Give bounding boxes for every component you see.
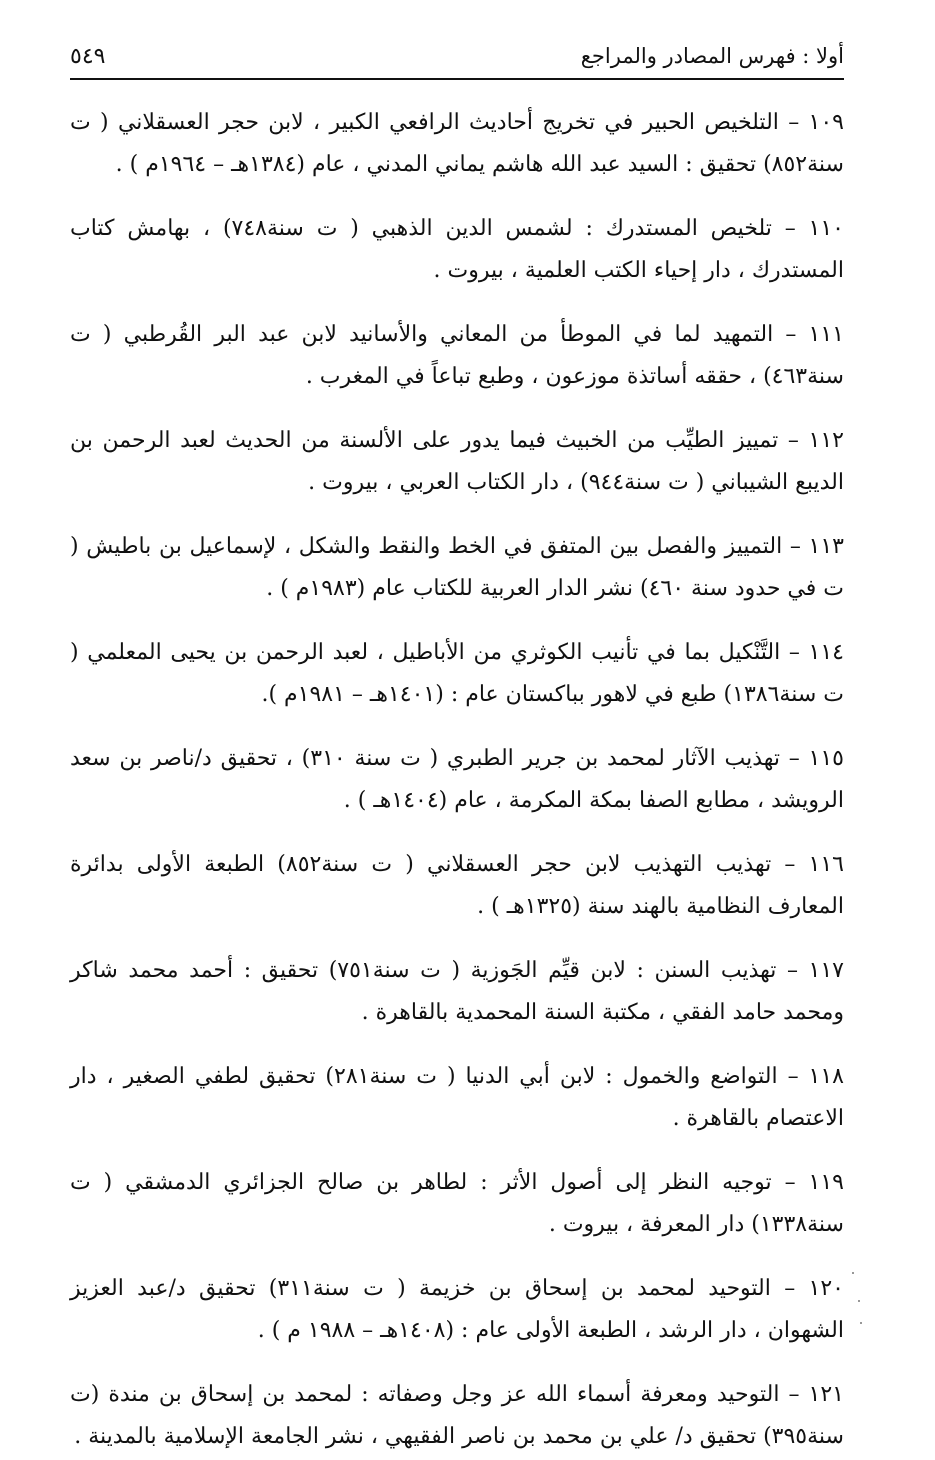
bibliography-entry-113: ١١٣ – التمييز والفصل بين المتفق في الخط والنقط والشكل ، لإسماعيل بن باطيش ( ت في حدود سنة ٤٦٠) نشر الدار العربية للكتاب عام (١٩٨٣م ) . — [70, 534, 844, 601]
bibliography-entry-115: ١١٥ – تهذيب الآثار لمحمد بن جرير الطبري ( ت سنة ٣١٠) ، تحقيق د/ناصر بن سعد الرويشد ، مطابع الصفا بمكة المكرمة ، عام (١٤٠٤هـ ) . — [70, 746, 844, 813]
bibliography-entry-118: ١١٨ – التواضع والخمول : لابن أبي الدنيا ( ت سنة٢٨١) تحقيق لطفي الصغير ، دار الاعتصام بالقاهرة . — [70, 1064, 844, 1131]
bibliography-entry-111: ١١١ – التمهيد لما في الموطأ من المعاني والأسانيد لابن عبد البر القُرطبي ( ت سنة٤٦٣) ، حققه أساتذة موزعون ، وطبع تباعاً في المغرب . — [70, 322, 844, 389]
running-title: أولا : فهرس المصادر والمراجع — [580, 44, 844, 68]
bibliography-entry-110: ١١٠ – تلخيص المستدرك : لشمس الدين الذهبي ( ت سنة٧٤٨) ، بهامش كتاب المستدرك ، دار إحياء الكتب العلمية ، بيروت . — [70, 216, 844, 283]
bibliography-entry-112: ١١٢ – تمييز الطيِّب من الخبيث فيما يدور على الألسنة من الحديث لعبد الرحمن بن الديبع الشيباني ( ت سنة٩٤٤) ، دار الكتاب العربي ، بيروت . — [70, 428, 844, 495]
bibliography-entry-117: ١١٧ – تهذيب السنن : لابن قيِّم الجَوزية ( ت سنة٧٥١) تحقيق : أحمد محمد شاكر ومحمد حامد الفقي ، مكتبة السنة المحمدية بالقاهرة . — [70, 958, 844, 1025]
page-number: ٥٤٩ — [70, 44, 106, 69]
scan-speck — [852, 1272, 854, 1274]
scan-speck — [858, 1300, 860, 1302]
bibliography-entry-116: ١١٦ – تهذيب التهذيب لابن حجر العسقلاني ( ت سنة٨٥٢) الطبعة الأولى بدائرة المعارف النظامية بالهند سنة (١٣٢٥هـ ) . — [70, 852, 844, 919]
bibliography-entry-114: ١١٤ – التَّنْكيل بما في تأنيب الكوثري من الأباطيل ، لعبد الرحمن بن يحيى المعلمي ( ت سنة١٣٨٦) طبع في لاهور بباكستان عام : (١٤٠١هـ – ١٩٨١م ). — [70, 640, 844, 707]
document-page — [70, 38, 844, 1460]
bibliography-list — [70, 102, 844, 1458]
bibliography-entry-109: ١٠٩ – التلخيص الحبير في تخريج أحاديث الرافعي الكبير ، لابن حجر العسقلاني ( ت سنة٨٥٢) تحقيق : السيد عبد الله هاشم يماني المدني ، عام (١٣٨٤هـ – ١٩٦٤م ) . — [70, 110, 844, 177]
bibliography-entry-120: ١٢٠ – التوحيد لمحمد بن إسحاق بن خزيمة ( ت سنة٣١١) تحقيق د/عبد العزيز الشهوان ، دار الرشد ، الطبعة الأولى عام : (١٤٠٨هـ – ١٩٨٨ م ) . — [70, 1276, 844, 1343]
bibliography-entry-121: ١٢١ – التوحيد ومعرفة أسماء الله عز وجل وصفاته : لمحمد بن إسحاق بن مندة (ت سنة٣٩٥) تحقيق د/ علي بن محمد بن ناصر الفقيهي ، نشر الجامعة الإسلامية بالمدينة . — [70, 1382, 844, 1449]
header-rule — [70, 78, 844, 80]
scan-speck — [860, 1322, 862, 1324]
bibliography-entry-119: ١١٩ – توجيه النظر إلى أصول الأثر : لطاهر بن صالح الجزائري الدمشقي ( ت سنة١٣٣٨) دار المعرفة ، بيروت . — [70, 1170, 844, 1237]
running-head — [70, 38, 844, 74]
